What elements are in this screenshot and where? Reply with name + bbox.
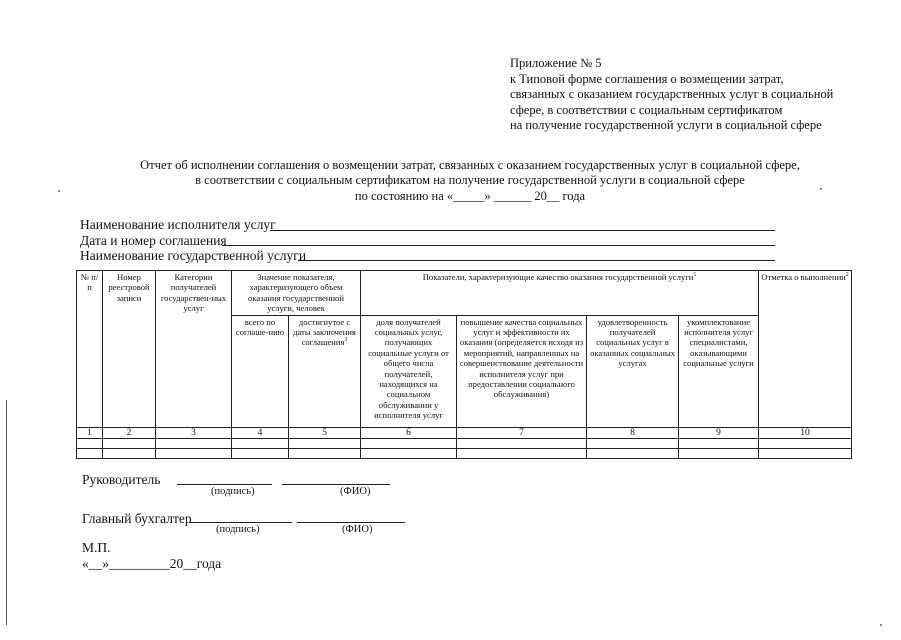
table-cell[interactable] xyxy=(679,449,759,459)
scan-speck xyxy=(58,190,60,192)
report-title-line: Отчет об исполнении соглашения о возмещении затрат, связанных с оказанием государственных услуг в социальной сфере, xyxy=(140,158,800,172)
header-q2: повышение качества социальных услуг и эффективности их оказания (определяется исходя из мероприятий, направленных на совершенствование деятельности исполнителя услуг при предоставлении социального обслуживания) xyxy=(457,315,587,427)
footnote-marker: 3 xyxy=(344,337,348,344)
sign-caption: (подпись) xyxy=(211,486,255,497)
header-q1: доля получателей социальных услуг, получающих социальные услуги от общего числа получателей, находящихся на социальном обслуживании у исполнителя услуг xyxy=(361,315,457,427)
column-number: 2 xyxy=(103,427,156,438)
column-number: 8 xyxy=(587,427,679,438)
appendix-line: к Типовой форме соглашения о возмещении затрат, xyxy=(510,71,784,86)
table-cell[interactable] xyxy=(679,439,759,449)
column-number: 4 xyxy=(232,427,289,438)
report-date-line: по состоянию на «_____» ______ 20__ года xyxy=(354,188,586,203)
service-field-label: Наименование государственной услуги xyxy=(80,248,307,263)
accountant-name-line[interactable] xyxy=(297,522,405,523)
table-cell[interactable] xyxy=(103,439,156,449)
header-categories: Категории получателей государствен-ных услуг xyxy=(156,271,232,428)
executor-field-label: Наименование исполнителя услуг xyxy=(80,217,276,232)
name-caption: (ФИО) xyxy=(340,486,371,497)
appendix-block xyxy=(510,56,880,134)
scan-speck xyxy=(880,624,882,626)
table-cell[interactable] xyxy=(361,449,457,459)
sign-caption: (подпись) xyxy=(216,524,260,535)
table-cell[interactable] xyxy=(759,439,852,449)
agreement-field-label: Дата и номер соглашения xyxy=(80,233,227,248)
table-cell[interactable] xyxy=(289,449,361,459)
header-mark-text: Отметка о выполнении xyxy=(761,272,846,282)
table-cell[interactable] xyxy=(587,449,679,459)
table-cell[interactable] xyxy=(232,449,289,459)
footnote-marker: 1 xyxy=(693,272,697,279)
table-cell[interactable] xyxy=(289,439,361,449)
name-caption: (ФИО) xyxy=(342,524,373,535)
header-quality-text: Показатели, характеризующие качество оказания государственной услуги xyxy=(422,272,694,282)
column-number: 1 xyxy=(77,427,103,438)
table-cell[interactable] xyxy=(103,449,156,459)
appendix-line: сфере, в соответствии с социальным сертификатом xyxy=(510,102,783,117)
table-cell[interactable] xyxy=(457,449,587,459)
column-number: 7 xyxy=(457,427,587,438)
header-volume: Значение показателя, характеризующего объем оказания государственной услуги, человек xyxy=(232,271,361,316)
table-cell[interactable] xyxy=(457,439,587,449)
scan-speck xyxy=(820,188,822,190)
header-registry: Номер реестровой записи xyxy=(103,271,156,428)
agreement-field-line[interactable] xyxy=(222,245,775,246)
accountant-sign-line[interactable] xyxy=(189,522,292,523)
column-number: 9 xyxy=(679,427,759,438)
header-no: № п/п xyxy=(77,271,103,428)
header-achieved xyxy=(289,315,361,427)
column-number: 10 xyxy=(759,427,852,438)
header-q3: удовлетворенность получателей социальных услуг в оказанных социальных услугах xyxy=(587,315,679,427)
table-cell[interactable] xyxy=(156,449,232,459)
table-cell[interactable] xyxy=(77,449,103,459)
report-table xyxy=(76,270,852,459)
date-line: «__»_________20__года xyxy=(82,556,222,571)
head-label: Руководитель xyxy=(82,472,161,487)
appendix-line: связанных с оказанием государственных услуг в социальной xyxy=(510,87,834,102)
column-number: 6 xyxy=(361,427,457,438)
header-q4: укомплектование исполнителя услуг специалистами, оказывающими социальные услуги xyxy=(679,315,759,427)
header-quality xyxy=(361,271,759,316)
report-title-line: в соответствии с социальным сертификатом на получение государственной услуги в социальной сфере xyxy=(195,173,745,188)
service-field-line[interactable] xyxy=(298,260,775,261)
header-achieved-text: достигнутое с даты заключения соглашения xyxy=(293,316,356,348)
chief-accountant-label: Главный бухгалтер xyxy=(82,511,192,526)
table-cell[interactable] xyxy=(77,439,103,449)
head-sign-line[interactable] xyxy=(177,484,272,485)
table-row xyxy=(77,439,852,449)
table-cell[interactable] xyxy=(759,449,852,459)
executor-field-line[interactable] xyxy=(270,230,775,231)
table-cell[interactable] xyxy=(587,439,679,449)
column-number: 3 xyxy=(156,427,232,438)
head-name-line[interactable] xyxy=(282,484,390,485)
header-total: всего по соглаше-нию xyxy=(232,315,289,427)
table-cell[interactable] xyxy=(156,439,232,449)
appendix-line: Приложение № 5 xyxy=(510,56,602,70)
table-row xyxy=(77,449,852,459)
footnote-marker: 2 xyxy=(845,272,849,279)
header-mark xyxy=(759,271,852,428)
report-title xyxy=(40,158,900,204)
column-number: 5 xyxy=(289,427,361,438)
table-cell[interactable] xyxy=(361,439,457,449)
stamp-label: М.П. xyxy=(82,540,111,555)
table-cell[interactable] xyxy=(232,439,289,449)
scan-edge-line xyxy=(6,400,7,625)
appendix-line: на получение государственной услуги в социальной сфере xyxy=(510,118,822,133)
